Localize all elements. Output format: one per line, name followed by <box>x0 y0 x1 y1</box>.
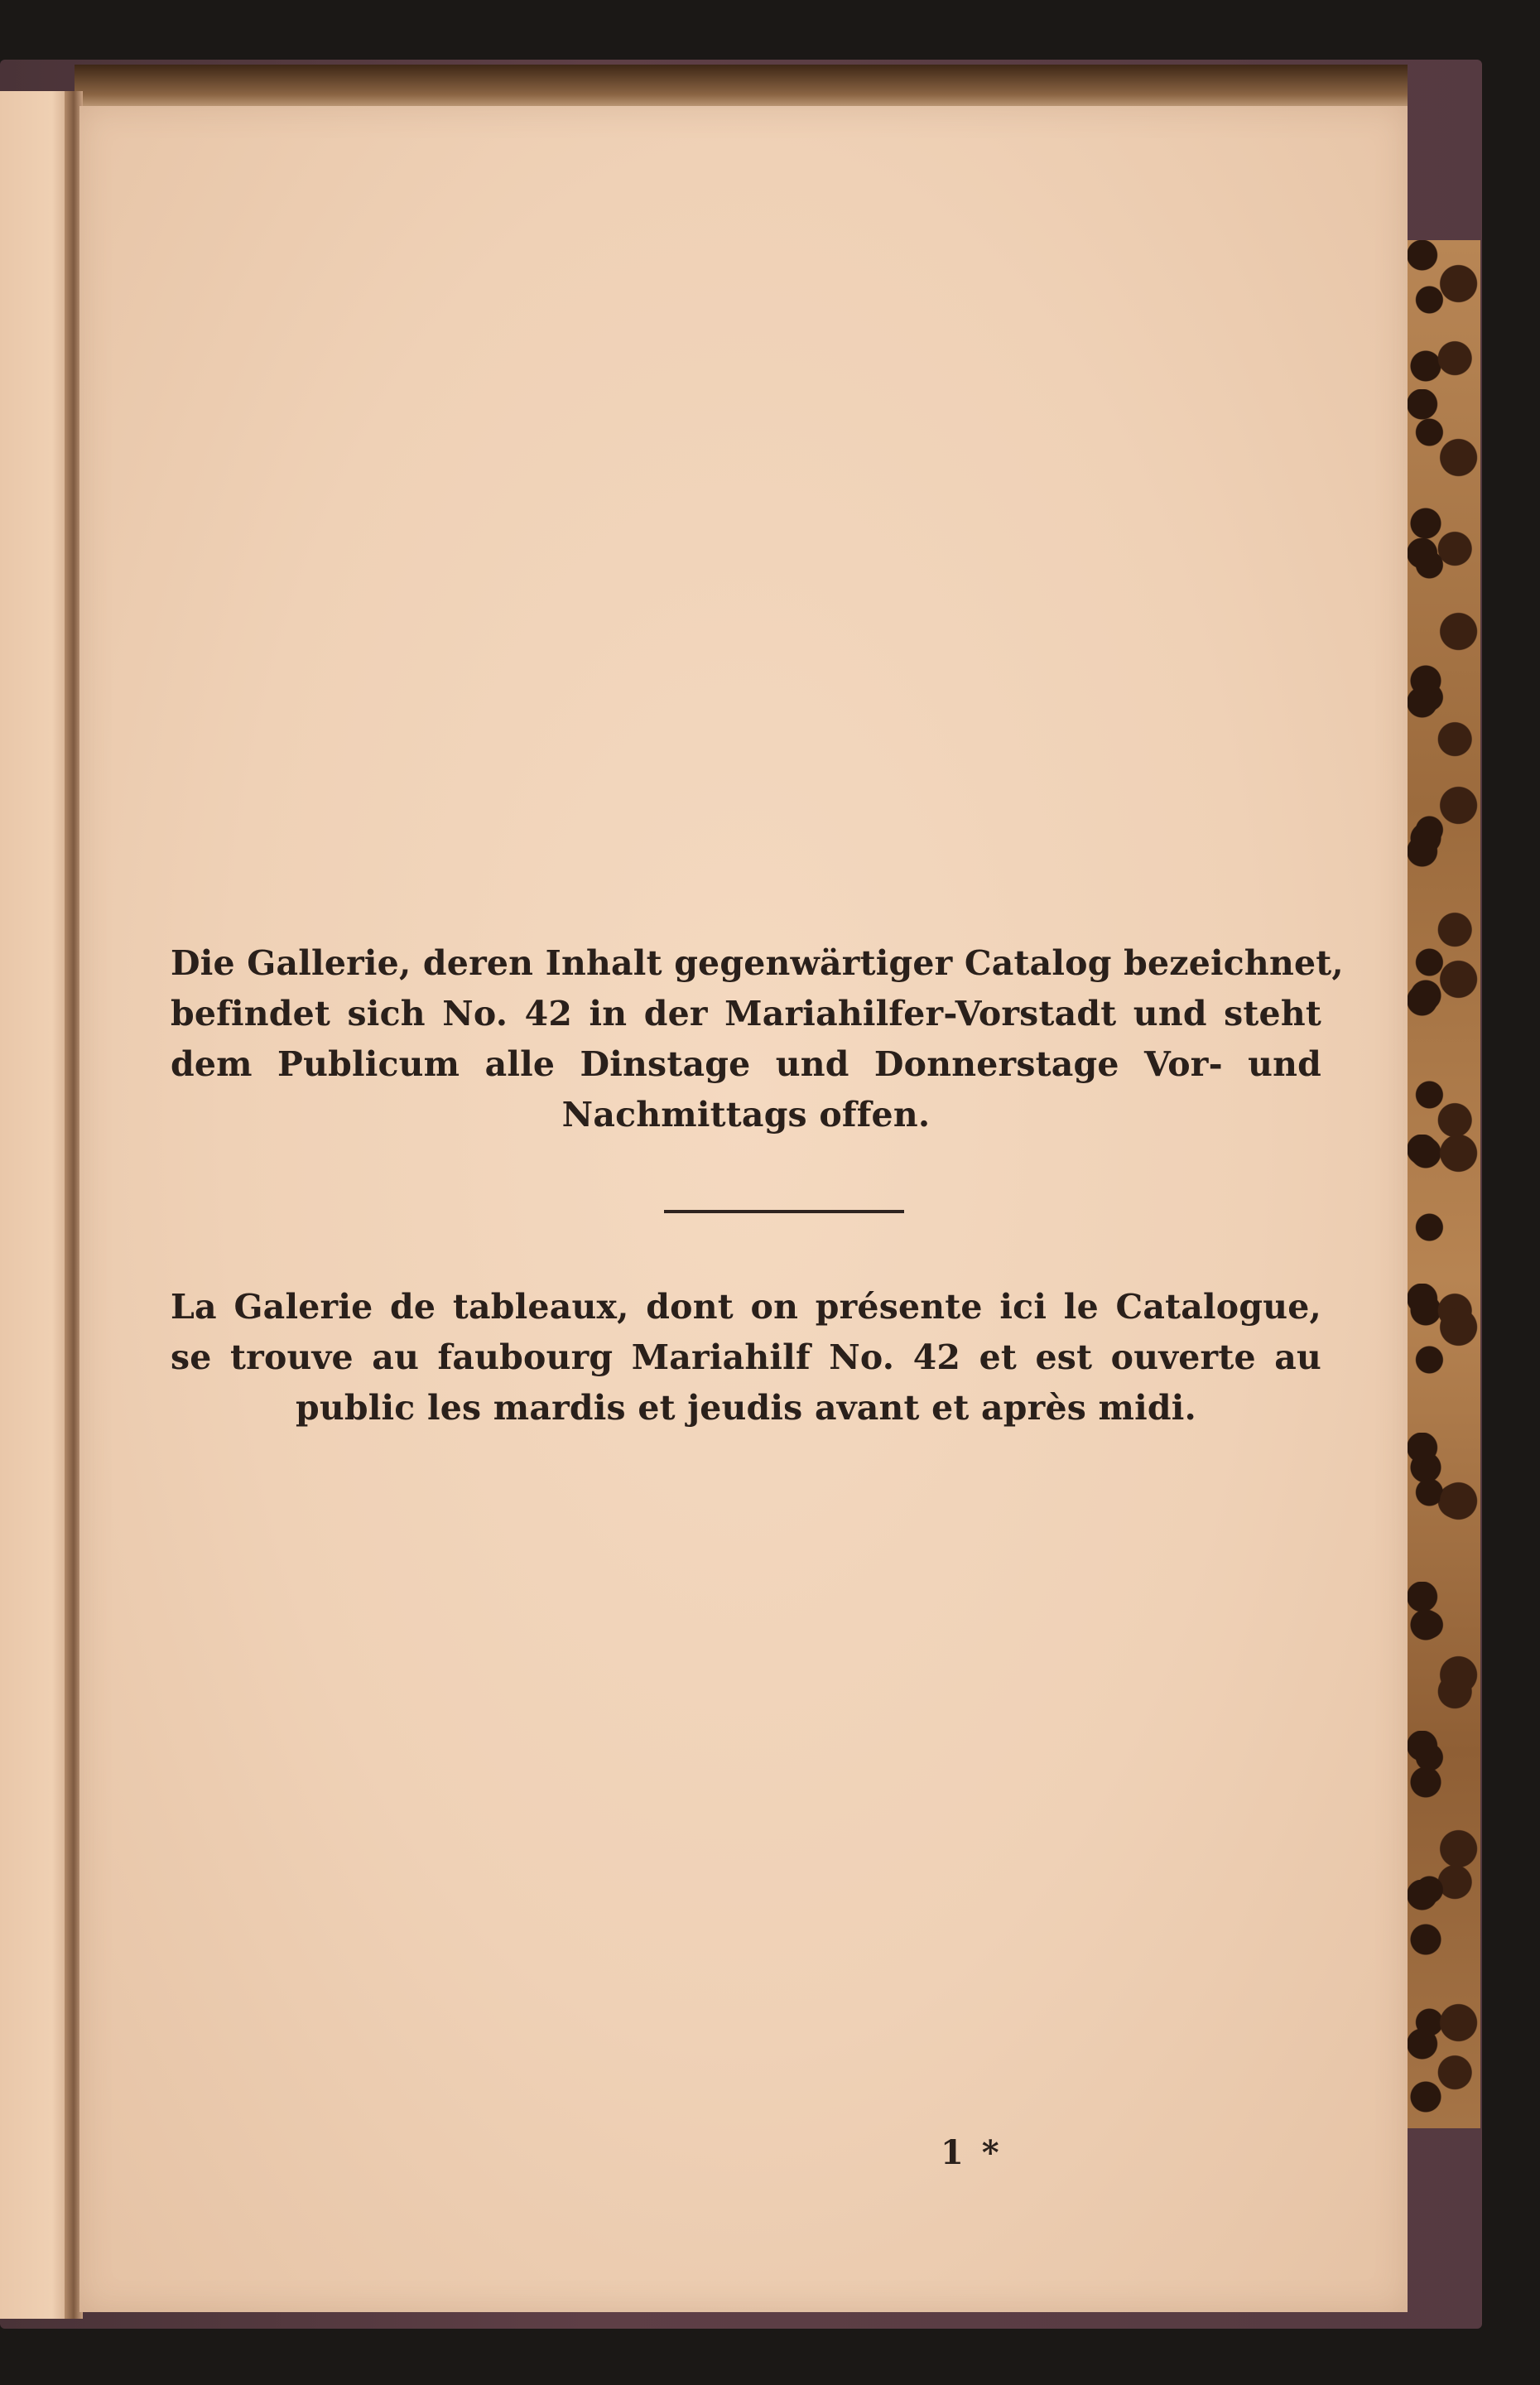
signature-mark: 1 * <box>941 2133 1003 2172</box>
german-notice-paragraph <box>171 938 1344 1140</box>
german-line-3: dem Publicum alle Dinstage und Donnerstage Vor- und <box>171 1044 1321 1084</box>
left-page-sliver <box>0 91 75 2319</box>
right-page <box>79 106 1408 2312</box>
french-line-3: public les mardis et jeudis avant et après midi. <box>296 1388 1196 1428</box>
french-line-1: La Galerie de tableaux, dont on présente ici le Catalogue, <box>171 1287 1321 1327</box>
page-content <box>171 106 1344 2312</box>
german-line-4: Nachmittags offen. <box>561 1095 931 1135</box>
section-divider <box>664 1210 904 1213</box>
french-line-2: se trouve au faubourg Mariahilf No. 42 et est ouverte au <box>171 1337 1321 1377</box>
marbled-page-edge <box>1408 240 1480 2128</box>
french-notice-paragraph <box>171 1282 1321 1433</box>
german-line-1: Die Gallerie, deren Inhalt gegenwärtiger Catalog bezeichnet, <box>171 943 1344 983</box>
german-line-2: befindet sich No. 42 in der Mariahilfer-Vorstadt und steht <box>171 994 1321 1034</box>
